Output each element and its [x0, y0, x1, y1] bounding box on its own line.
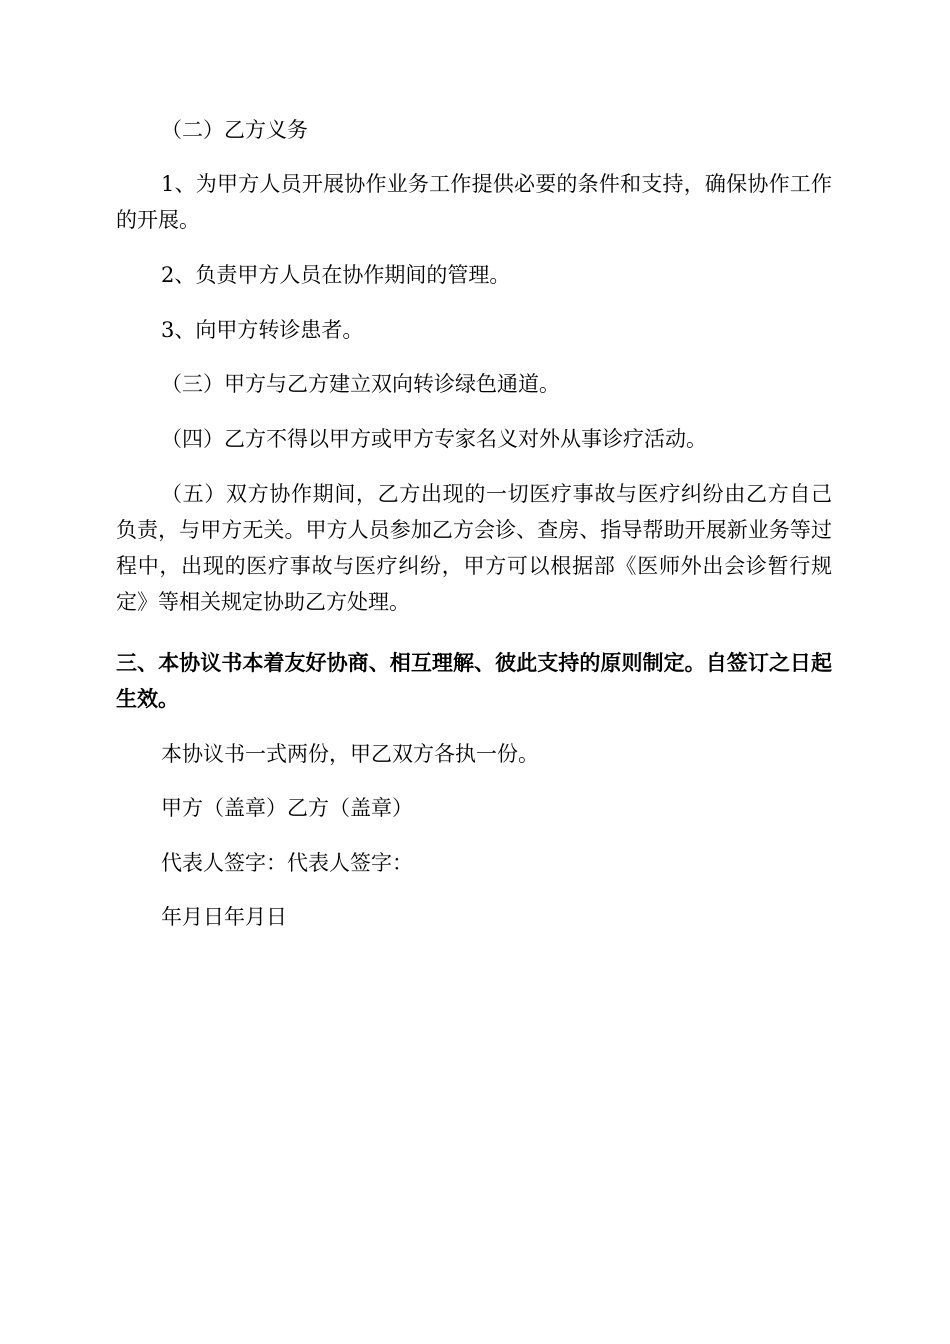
section-heading-party-b-obligations: （二）乙方义务 [161, 118, 308, 142]
clause-2-management: 2、负责甲方人员在协作期间的管理。 [161, 263, 511, 287]
clause-1-support: 1、为甲方人员开展协作业务工作提供必要的条件和支持，确保协作工作的开展。 [116, 172, 832, 232]
copies-statement: 本协议书一式两份，甲乙双方各执一份。 [161, 742, 539, 766]
signature-line: 代表人签字：代表人签字： [161, 851, 413, 875]
section-four-prohibition: （四）乙方不得以甲方或甲方专家名义对外从事诊疗活动。 [161, 427, 707, 451]
section-five-liability: （五）双方协作期间，乙方出现的一切医疗事故与医疗纠纷由乙方自己负责，与甲方无关。甲方人员参加乙方会诊、查房、指导帮助开展新业务等过程中，出现的医疗事故与医疗纠纷，甲方可以根据部《医师外出会诊暂行规定》等相关规定协助乙方处理。 [116, 482, 832, 614]
article-three-effectiveness: 三、本协议书本着友好协商、相互理解、彼此支持的原则制定。自签订之日起生效。 [116, 651, 832, 711]
date-line: 年月日年月日 [161, 905, 287, 929]
clause-3-referral: 3、向甲方转诊患者。 [161, 318, 364, 342]
seal-line: 甲方（盖章）乙方（盖章） [161, 796, 413, 820]
section-three-green-channel: （三）甲方与乙方建立双向转诊绿色通道。 [161, 372, 560, 396]
